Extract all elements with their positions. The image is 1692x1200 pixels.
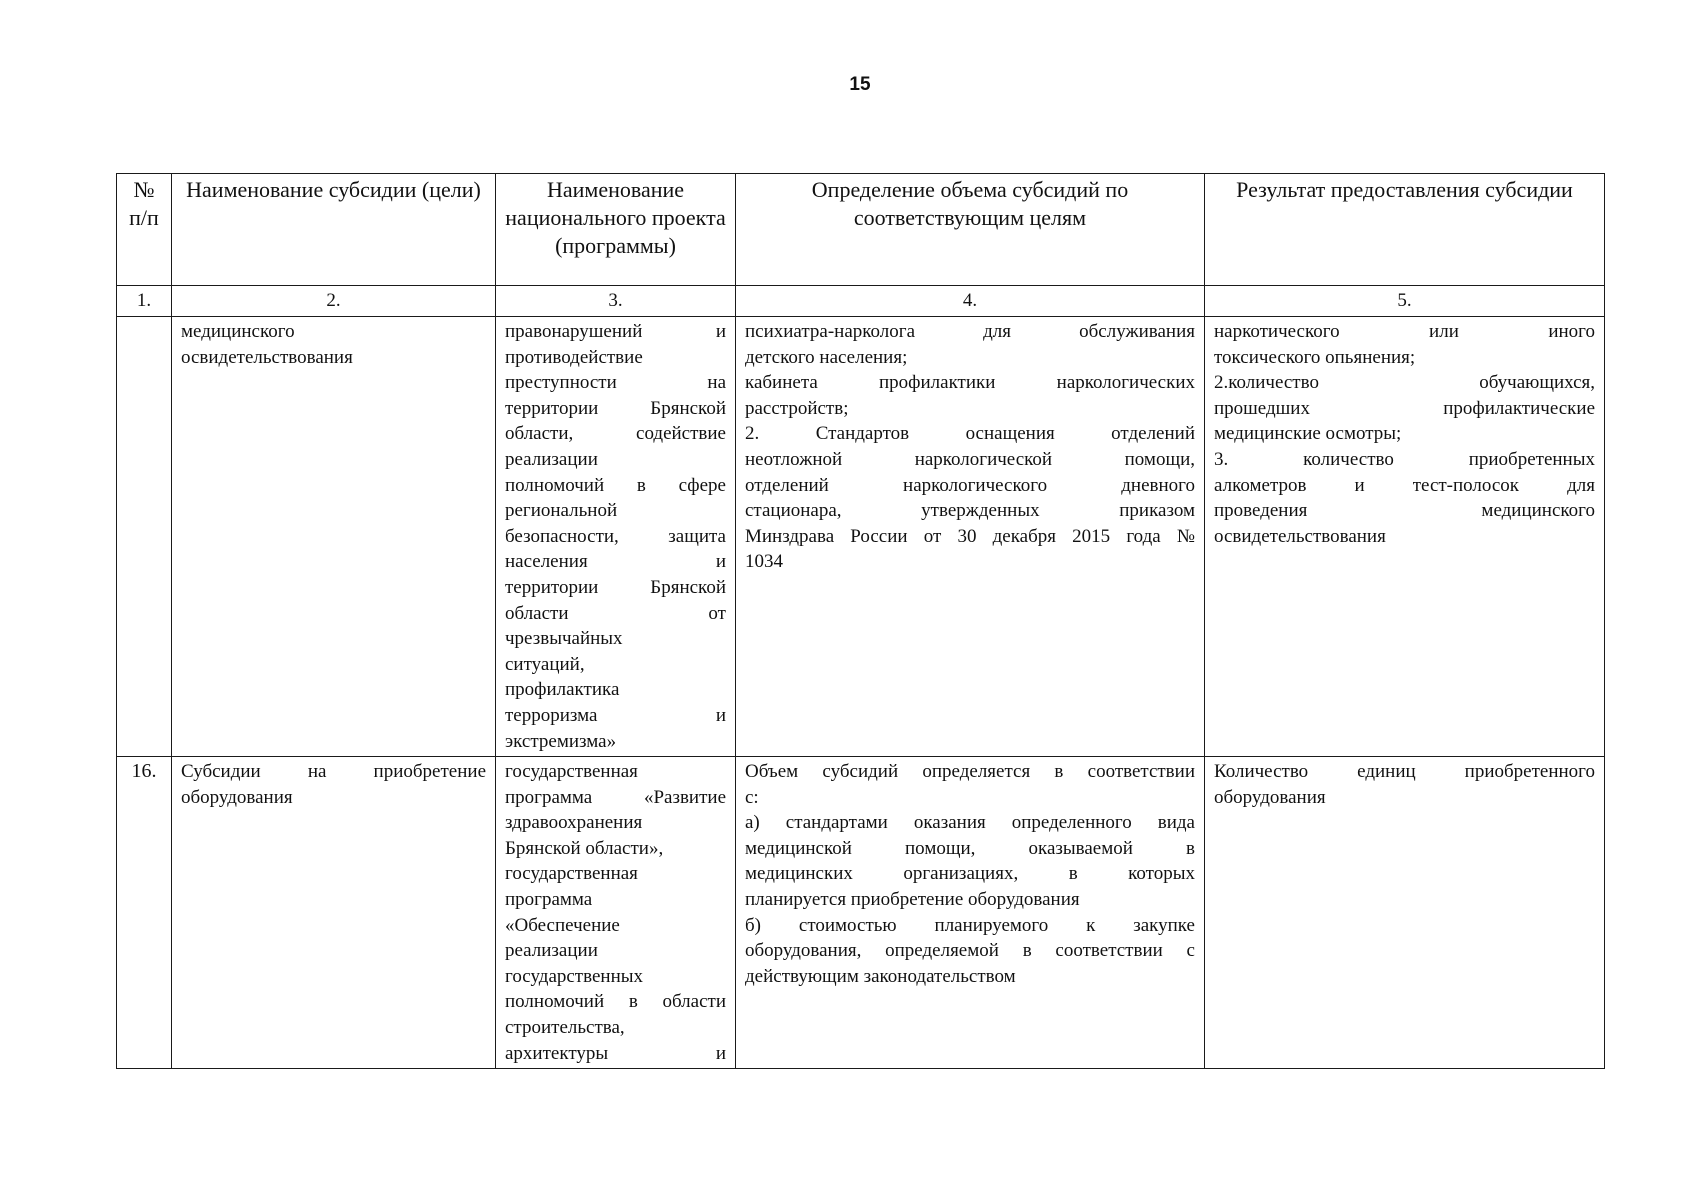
cell-line: 3. количество приобретенных [1214, 448, 1595, 470]
volume-definition-cell [736, 317, 1205, 757]
column-number: 4. [736, 286, 1205, 317]
column-number: 1. [117, 286, 172, 317]
cell-line: государственных [505, 965, 644, 987]
cell-line: отделений наркологического дневного [745, 474, 1195, 496]
cell-line: реализации [505, 448, 598, 470]
subsidy-name-cell [172, 317, 496, 757]
column-number-row [117, 286, 1605, 317]
cell-line: архитектуры и [505, 1042, 726, 1064]
cell-line: 2.количество обучающихся, [1214, 372, 1595, 394]
table-row [117, 317, 1605, 757]
cell-line: безопасности, защита [505, 525, 726, 547]
project-name-cell [496, 757, 736, 1069]
cell-line: детского населения; [745, 346, 908, 368]
cell-line: освидетельствования [1214, 525, 1386, 547]
cell-line: преступности на [505, 372, 726, 394]
cell-line: кабинета профилактики наркологических [745, 372, 1195, 394]
page-number: 15 [849, 74, 871, 95]
cell-line: расстройств; [745, 397, 849, 419]
header-project-name: Наименование национального проекта (программы) [496, 174, 736, 286]
cell-line: стационара, утвержденных приказом [745, 500, 1195, 522]
cell-line: медицинских организациях, в которых [745, 863, 1195, 885]
header-volume-definition: Определение объема субсидий по соответствующим целям [736, 174, 1205, 286]
row-number: 16. [117, 757, 172, 1069]
column-number: 5. [1205, 286, 1605, 317]
cell-line: профилактика [505, 679, 620, 701]
cell-line: медицинские осмотры; [1214, 423, 1402, 445]
cell-line: неотложной наркологической помощи, [745, 448, 1195, 470]
cell-line: области от [505, 602, 726, 624]
cell-line: Количество единиц приобретенного [1214, 761, 1595, 783]
table-row [117, 757, 1605, 1069]
cell-line: населения и [505, 551, 726, 573]
cell-line: чрезвычайных [505, 628, 623, 650]
cell-line: освидетельствования [181, 346, 353, 368]
cell-line: полномочий в области [505, 991, 726, 1013]
cell-line: государственная [505, 863, 638, 885]
cell-line: прошедших профилактические [1214, 397, 1595, 419]
cell-line: полномочий в сфере [505, 474, 726, 496]
cell-line: б) стоимостью планируемого к закупке [745, 914, 1195, 936]
cell-line: а) стандартами оказания определенного вида [745, 812, 1195, 834]
cell-line: Субсидии на приобретение [181, 761, 486, 783]
cell-line: территории Брянской [505, 397, 726, 419]
result-cell [1205, 317, 1605, 757]
cell-line: наркотического или иного [1214, 321, 1595, 342]
cell-line: государственная [505, 761, 638, 783]
cell-line: психиатра-нарколога для обслуживания [745, 321, 1195, 342]
cell-line: 2. Стандартов оснащения отделений [745, 423, 1195, 445]
table-header-row [117, 174, 1605, 286]
header-result: Результат предоставления субсидии [1205, 174, 1605, 286]
cell-line: с: [745, 786, 759, 808]
cell-line: терроризма и [505, 704, 726, 726]
cell-line: экстремизма» [505, 730, 617, 752]
cell-line: медицинского [181, 321, 295, 342]
cell-line: оборудования [1214, 786, 1326, 808]
cell-line: алкометров и тест-полосок для [1214, 474, 1595, 496]
subsidy-name-cell [172, 757, 496, 1069]
cell-line: территории Брянской [505, 576, 726, 598]
project-name-cell [496, 317, 736, 757]
header-number: № п/п [117, 174, 172, 286]
cell-line: 1034 [745, 551, 783, 573]
cell-line: Минздрава России от 30 декабря 2015 года № [745, 525, 1195, 547]
cell-line: строительства, [505, 1017, 625, 1039]
cell-line: проведения медицинского [1214, 500, 1595, 522]
result-cell [1205, 757, 1605, 1069]
cell-line: ситуаций, [505, 653, 585, 675]
cell-line: Брянской области», [505, 837, 664, 859]
cell-line: программа [505, 889, 593, 911]
subsidies-table [116, 173, 1605, 1069]
cell-line: планируется приобретение оборудования [745, 889, 1080, 911]
header-subsidy-name: Наименование субсидии (цели) [172, 174, 496, 286]
cell-line: программа «Развитие [505, 786, 726, 808]
cell-line: действующим законодательством [745, 965, 1016, 987]
cell-line: медицинской помощи, оказываемой в [745, 837, 1195, 859]
cell-line: «Обеспечение [505, 914, 620, 936]
cell-line: правонарушений и [505, 321, 726, 342]
cell-line: противодействие [505, 346, 643, 368]
cell-line: области, содействие [505, 423, 726, 445]
cell-line: реализации [505, 940, 598, 962]
column-number: 2. [172, 286, 496, 317]
cell-line: оборудования [181, 786, 293, 808]
cell-line: оборудования, определяемой в соответствии с [745, 940, 1195, 962]
cell-line: региональной [505, 500, 618, 522]
row-number [117, 317, 172, 757]
cell-line: Объем субсидий определяется в соответствии [745, 761, 1195, 783]
volume-definition-cell [736, 757, 1205, 1069]
column-number: 3. [496, 286, 736, 317]
cell-line: токсического опьянения; [1214, 346, 1416, 368]
cell-line: здравоохранения [505, 812, 643, 834]
